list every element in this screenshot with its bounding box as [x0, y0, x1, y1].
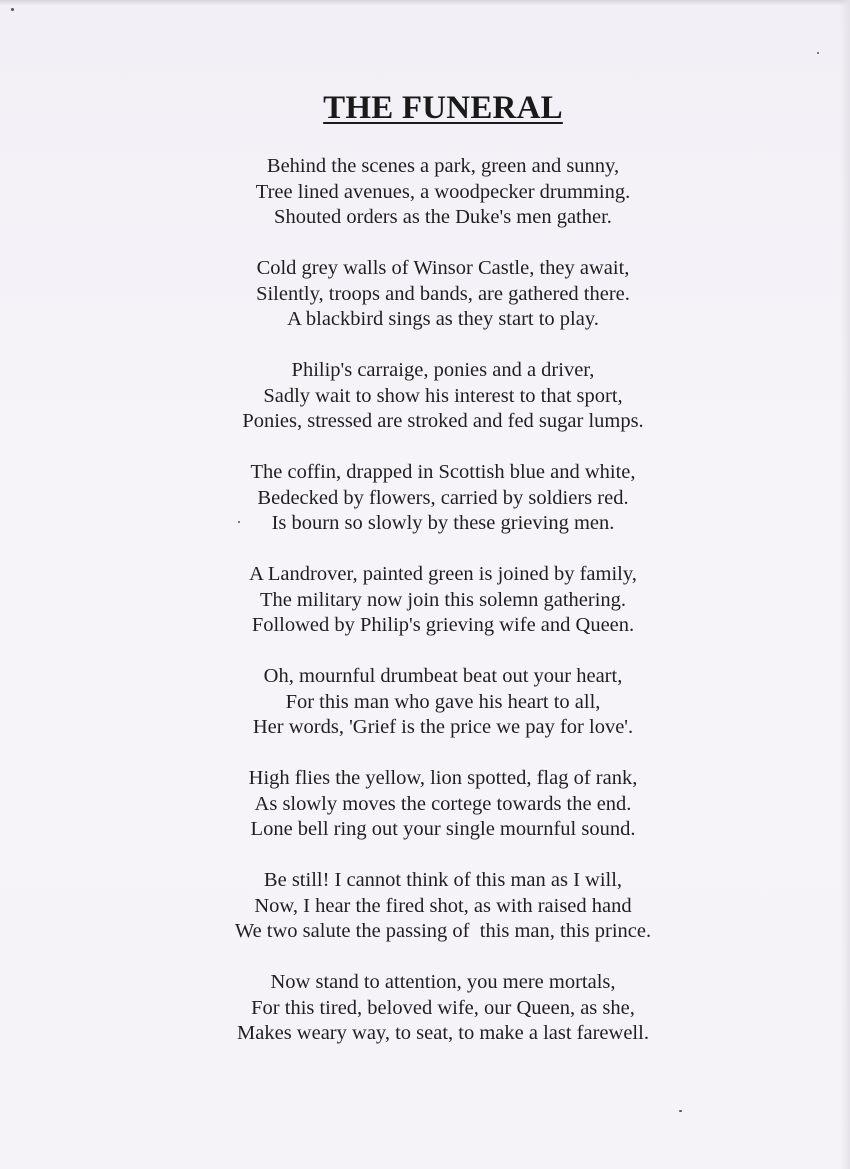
stanza [0, 154, 850, 231]
poem-line: The coffin, drapped in Scottish blue and white, [250, 461, 636, 483]
stanza [0, 970, 850, 1047]
poem-line: Silently, troops and bands, are gathered there. [256, 282, 630, 305]
stanza [0, 868, 850, 945]
poem-line: Her words, 'Grief is the price we pay for love'. [252, 716, 634, 738]
poem-line: Followed by Philip's grieving wife and Queen. [251, 614, 635, 636]
poem-line: High flies the yellow, lion spotted, flag of rank, [248, 767, 638, 789]
poem-line: Lone bell ring out your single mournful sound. [250, 818, 636, 840]
poem-line: We two salute the passing of this man, this prince. [234, 920, 652, 942]
poem-line: Tree lined avenues, a woodpecker drumming. [255, 180, 631, 203]
poem-line: Ponies, stressed are stroked and fed sugar lumps. [242, 410, 644, 432]
poem-line: Makes weary way, to seat, to make a last farewell. [237, 1022, 649, 1044]
poem-line: A blackbird sings as they start to play. [287, 308, 599, 330]
scan-speck [679, 1110, 682, 1112]
poem-line: Be still! I cannot think of this man as I will, [263, 869, 623, 891]
stanza [0, 256, 850, 333]
poem-line: For this man who gave his heart to all, [285, 690, 601, 713]
poem-line: Cold grey walls of Winsor Castle, they await, [256, 257, 630, 279]
poem-line: Now, I hear the fired shot, as with raised hand [254, 894, 632, 917]
stanza [0, 460, 850, 537]
scan-speck [11, 8, 14, 11]
poem-line: Oh, mournful drumbeat beat out your heart, [263, 665, 623, 687]
poem-line: Behind the scenes a park, green and sunny, [266, 155, 620, 177]
page-top-edge [0, 0, 850, 6]
poem-line: The military now join this solemn gathering. [259, 588, 627, 611]
poem-line: Shouted orders as the Duke's men gather. [274, 206, 612, 228]
stanza [0, 766, 850, 843]
poem-line: Now stand to attention, you mere mortals, [270, 971, 616, 993]
poem-line: For this tired, beloved wife, our Queen, as she, [251, 996, 635, 1019]
poem-title: THE FUNERAL [323, 90, 563, 126]
poem-line: Bedecked by flowers, carried by soldiers red. [257, 486, 629, 509]
poem-line: As slowly moves the cortege towards the end. [254, 792, 632, 815]
poem-line: Philip's carraige, ponies and a driver, [291, 359, 595, 381]
scan-speck [817, 52, 819, 54]
poem-line: A Landrover, painted green is joined by family, [249, 563, 637, 585]
poem-line: Is bourn so slowly by these grieving men. [271, 512, 615, 534]
stanza [0, 664, 850, 741]
poem-body [0, 154, 850, 1072]
stanza [0, 358, 850, 435]
stanza [0, 562, 850, 639]
poem-line: Sadly wait to show his interest to that sport, [263, 384, 623, 407]
